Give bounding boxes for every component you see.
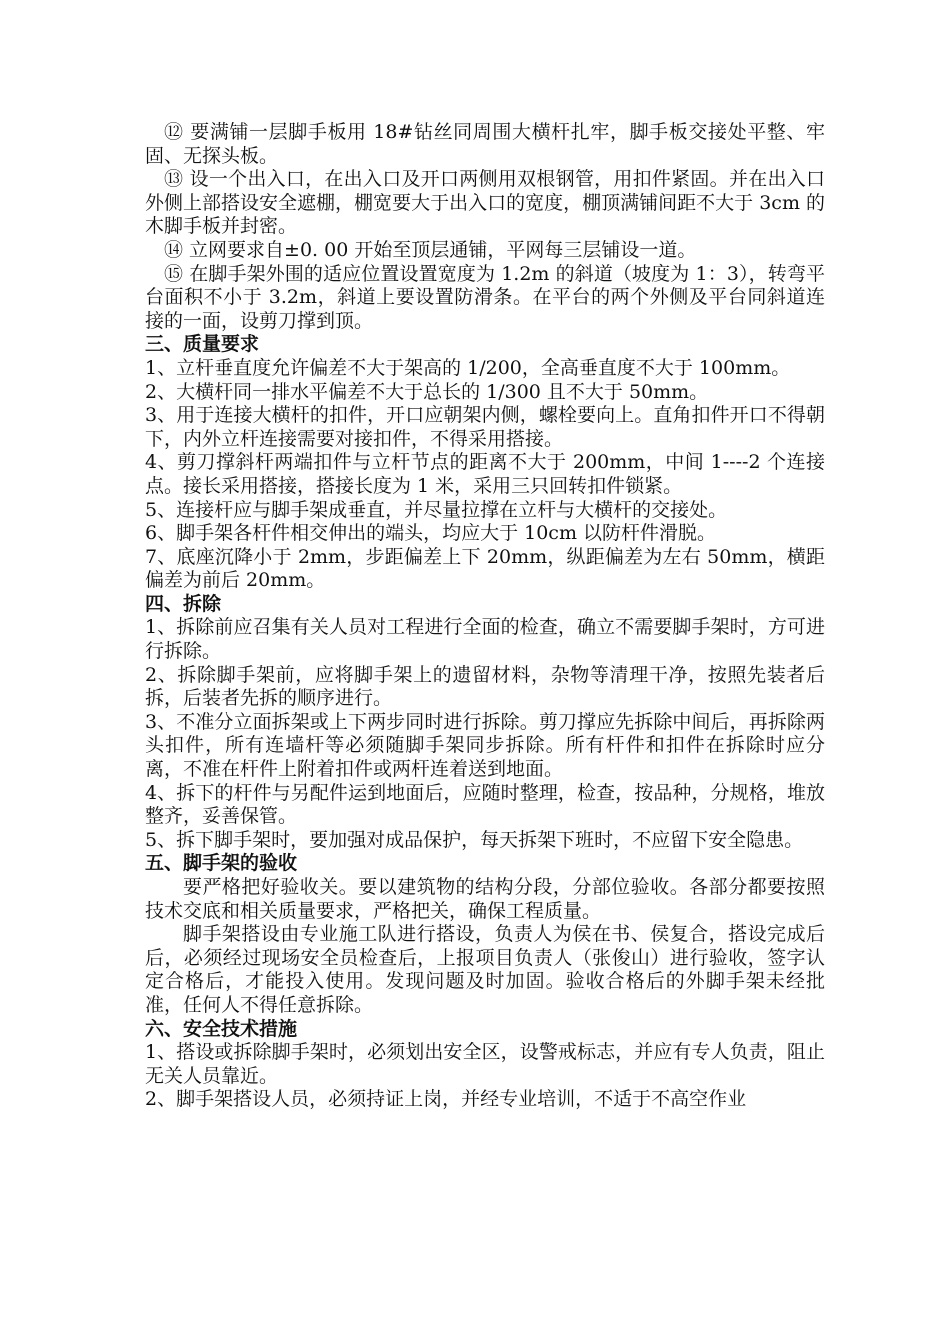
quality-item-5: 5、连接杆应与脚手架成垂直，并尽量拉撑在立杆与大横杆的交接处。 (145, 498, 728, 521)
acceptance-paragraph-1: 要严格把好验收关。要以建筑物的结构分段，分部位验收。各部分都要按照技术交底和相关质量要求，严格把关，确保工程质量。 (145, 876, 825, 922)
dismantle-item-4: 4、拆下的杆件与另配件运到地面后，应随时整理，检查，按品种，分规格，堆放整齐，妥善保管。 (145, 781, 825, 828)
section-heading-quality: 三、质量要求 (145, 333, 260, 356)
dismantle-item-1: 1、拆除前应召集有关人员对工程进行全面的检查，确立不需要脚手架时，方可进行拆除。 (145, 616, 825, 663)
quality-item-4: 4、剪刀撑斜杆两端扣件与立杆节点的距离不大于 200mm，中间 1----2 个连接点。接长采用搭接，搭接长度为 1 米，采用三只回转扣件锁紧。 (145, 451, 825, 497)
dismantle-item-2: 2、拆除脚手架前，应将脚手架上的遗留材料，杂物等清理干净，按照先装者后拆，后装者先拆的顺序进行。 (145, 663, 825, 710)
quality-item-6: 6、脚手架各杆件相交伸出的端头，均应大于 10cm 以防杆件滑脱。 (145, 522, 717, 545)
quality-item-2: 2、大横杆同一排水平偏差不大于总长的 1/300 且不大于 50mm。 (145, 380, 709, 403)
document-page (145, 121, 825, 1112)
list-item-15: ⑮ 在脚手架外围的适应位置设置宽度为 1.2m 的斜道（坡度为 1：3），转弯平台面积不小于 3.2m，斜道上要设置防滑条。在平台的两个外侧及平台同斜道连接的一面，设剪刀撑到顶。 (145, 262, 825, 332)
quality-item-3: 3、用于连接大横杆的扣件，开口应朝架内侧，螺栓要向上。直角扣件开口不得朝下，内外立杆连接需要对接扣件，不得采用搭接。 (145, 404, 825, 450)
list-item-14: ⑭ 立网要求自±0. 00 开始至顶层通铺，平网每三层铺设一道。 (164, 238, 697, 261)
section-heading-dismantle: 四、拆除 (145, 592, 222, 615)
list-item-13: ⑬ 设一个出入口，在出入口及开口两侧用双根钢管，用扣件紧固。并在出入口外侧上部搭设安全遮棚，棚宽要大于出入口的宽度，棚顶满铺间距不大于 3cm 的木脚手板并封密。 (145, 168, 825, 238)
section-heading-safety: 六、安全技术措施 (145, 1017, 298, 1040)
quality-item-1: 1、立杆垂直度允许偏差不大于架高的 1/200，全高垂直度不大于 100mm。 (145, 356, 791, 379)
safety-item-1: 1、搭设或拆除脚手架时，必须划出安全区，设警戒标志，并应有专人负责，阻止无关人员靠近。 (145, 1041, 825, 1087)
list-item-12: ⑫ 要满铺一层脚手板用 18#钻丝同周围大横杆扎牢，脚手板交接处平整、牢固、无探头板。 (145, 121, 825, 167)
safety-item-2: 2、脚手架搭设人员，必须持证上岗，并经专业培训，不适于不高空作业 (145, 1088, 747, 1111)
quality-item-7: 7、底座沉降小于 2mm，步距偏差上下 20mm，纵距偏差为左右 50mm，横距偏差为前后 20mm。 (145, 545, 825, 592)
dismantle-item-3: 3、不准分立面拆架或上下两步同时进行拆除。剪刀撑应先拆除中间后，再拆除两头扣件，所有连墙杆等必须随脚手架同步拆除。所有杆件和扣件在拆除时应分离，不准在杆件上附着扣件或两杆连着送到地面。 (145, 710, 825, 781)
dismantle-item-5: 5、拆下脚手架时，要加强对成品保护，每天拆架下班时，不应留下安全隐患。 (145, 828, 804, 851)
section-heading-acceptance: 五、脚手架的验收 (145, 852, 298, 875)
acceptance-paragraph-2: 脚手架搭设由专业施工队进行搭设，负责人为侯在书、侯复合，搭设完成后后，必须经过现场安全员检查后，上报项目负责人（张俊山）进行验收，签字认定合格后，才能投入使用。发现问题及时加固。验收合格后的外脚手架未经批准，任何人不得任意拆除。 (145, 923, 825, 1016)
